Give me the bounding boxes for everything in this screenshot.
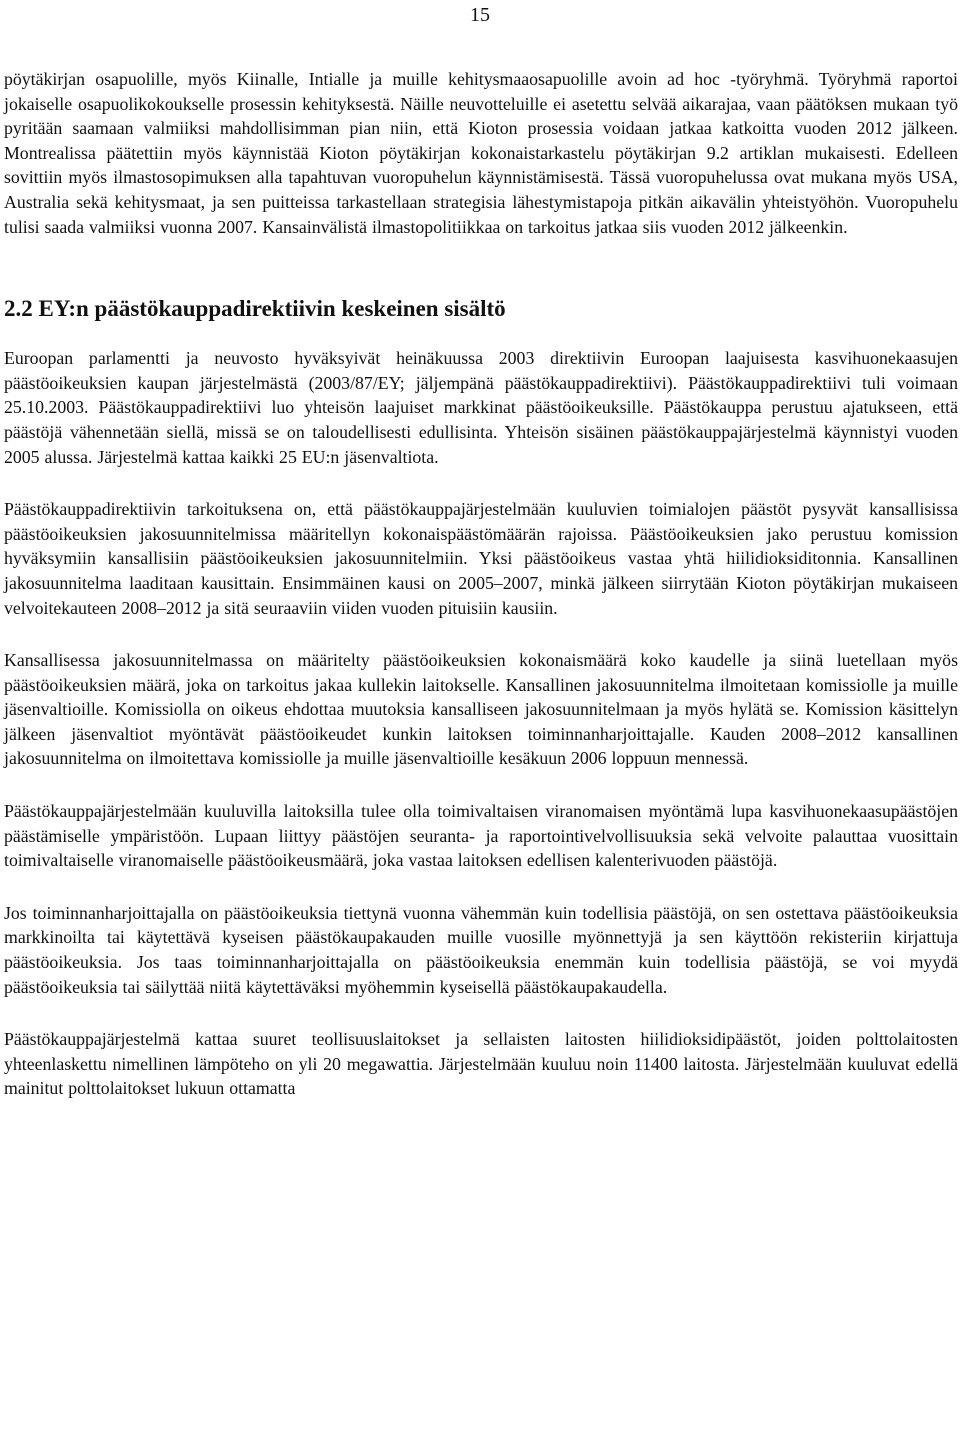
paragraph-allowance-trading: Jos toiminnanharjoittajalla on päästöoikeuksia tiettynä vuonna vähemmän kuin todellisia päästöjä, on sen ostettava päästöoikeuksia markkinoilta tai käytettävä kyseisen päästökaupakauden muille vuosille myönnettyjä ja sen käyttöön rekisteriin kirjattuja päästöoikeuksia. Jos taas toiminnanharjoittajalla on päästöoikeuksia enemmän kuin todellisia päästöjä, se voi myydä päästöoikeuksia tai säilyttää niitä käytettäväksi myöhemmin kyseisellä päästökaupakaudella. — [4, 902, 958, 997]
paragraph-national-allocation-plan: Kansallisessa jakosuunnitelmassa on määritelty päästöoikeuksien kokonaismäärä koko kaudelle ja siinä luetellaan myös päästöoikeuksien määrä, joka on tarkoitus jakaa kullekin laitokselle. Kansallinen jakosuunnitelma ilmoitetaan komissiolle ja muille jäsenvaltioille. Komissiolla on oikeus ehdottaa muutoksia kansalliseen jakosuunnitelmaan ja myös hylätä se. Komission käsittelyn jälkeen jäsenvaltiot myöntävät päästöoikeudet kunkin laitoksen toiminnanharjoittajalle. Kauden 2008–2012 kansallinen jakosuunnitelma on ilmoitettava komissiolle ja muille jäsenvaltioille kesäkuun 2006 loppuun mennessä. — [4, 650, 958, 769]
document-body — [4, 67, 958, 1101]
paragraph-emission-permit: Päästökauppajärjestelmään kuuluvilla laitoksilla tulee olla toimivaltaisen viranomaisen myöntämä lupa kasvihuonekaasupäästöjen päästämiselle ympäristöön. Lupaan liittyy päästöjen seuranta- ja raportointivelvollisuuksia sekä velvoite palauttaa vuosittain toimivaltaiselle viranomaiselle päästöoikeusmäärä, joka vastaa laitoksen edellisen kalenterivuoden päästöjä. — [4, 801, 958, 871]
paragraph-scope: Päästökauppajärjestelmä kattaa suuret teollisuuslaitokset ja sellaisten laitosten hiilidioksidipäästöt, joiden polttolaitosten yhteenlaskettu nimellinen lämpöteho on yli 20 megawattia. Järjestelmään kuuluu noin 11400 laitosta. Järjestelmään kuuluvat edellä mainitut polttolaitokset lukuun ottamatta — [4, 1029, 958, 1099]
page-number: 15 — [470, 4, 490, 26]
section-heading: 2.2 EY:n päästökauppadirektiivin keskeinen sisältö — [4, 296, 506, 322]
paragraph-directive-purpose: Päästökauppadirektiivin tarkoituksena on, että päästökauppajärjestelmään kuuluvien toimialojen päästöt pysyvät kansallisissa päästöoikeuksien jakosuunnitelmissa määritellyn kokonaispäästömäärän rajoissa. Päästöoikeuksien jako perustuu komission hyväksymiin kansallisiin päästöoikeuksien jakosuunnitelmiin. Yksi päästöoikeus vastaa yhtä hiilidioksiditonnia. Kansallinen jakosuunnitelma laaditaan kausittain. Ensimmäinen kausi on 2005–2007, minkä jälkeen siirrytään Kioton pöytäkirjan mukaiseen velvoitekauteen 2008–2012 ja sitä seuraaviin viiden vuoden pituisiin kausiin. — [4, 499, 958, 618]
intro-paragraph: pöytäkirjan osapuolille, myös Kiinalle, Intialle ja muille kehitysmaaosapuolille avoin ad hoc -työryhmä. Työryhmä raportoi jokaiselle osapuolikokoukselle prosessin kehityksestä. Näille neuvotteluille ei asetettu selvää aikarajaa, vaan päätöksen mukaan työ pyritään saamaan valmiiksi mahdollisimman pian niin, että Kioton prosessia voidaan jatkaa katkoitta vuoden 2012 jälkeen. Montrealissa päätettiin myös käynnistää Kioton pöytäkirjan kokonaistarkastelu pöytäkirjan 9.2 artiklan mukaisesti. Edelleen sovittiin myös ilmastosopimuksen alla tapahtuvan vuoropuhelun käynnistämisestä. Tässä vuoropuhelussa ovat mukana myös USA, Australia sekä kehitysmaat, ja sen puitteissa tarkastellaan strategisia lähestymistapoja pitkän aikavälin yhteistyöhön. Vuoropuhelu tulisi saada valmiiksi vuonna 2007. Kansainvälistä ilmastopolitiikkaa on tarkoitus jatkaa siis vuoden 2012 jälkeenkin. — [4, 69, 958, 237]
paragraph-directive-adoption: Euroopan parlamentti ja neuvosto hyväksyivät heinäkuussa 2003 direktiivin Euroopan laajuisesta kasvihuonekaasujen päästöoikeuksien kaupan järjestelmästä (2003/87/EY; jäljempänä päästökauppadirektiivi). Päästökauppadirektiivi tuli voimaan 25.10.2003. Päästökauppadirektiivi luo yhteisön laajuiset markkinat päästöoikeuksille. Päästökauppa perustuu ajatukseen, että päästöjä vähennetään siellä, missä se on taloudellisesti edullisinta. Yhteisön sisäinen päästökauppajärjestelmä käynnistyi vuoden 2005 alussa. Järjestelmä kattaa kaikki 25 EU:n jäsenvaltiota. — [4, 348, 958, 467]
